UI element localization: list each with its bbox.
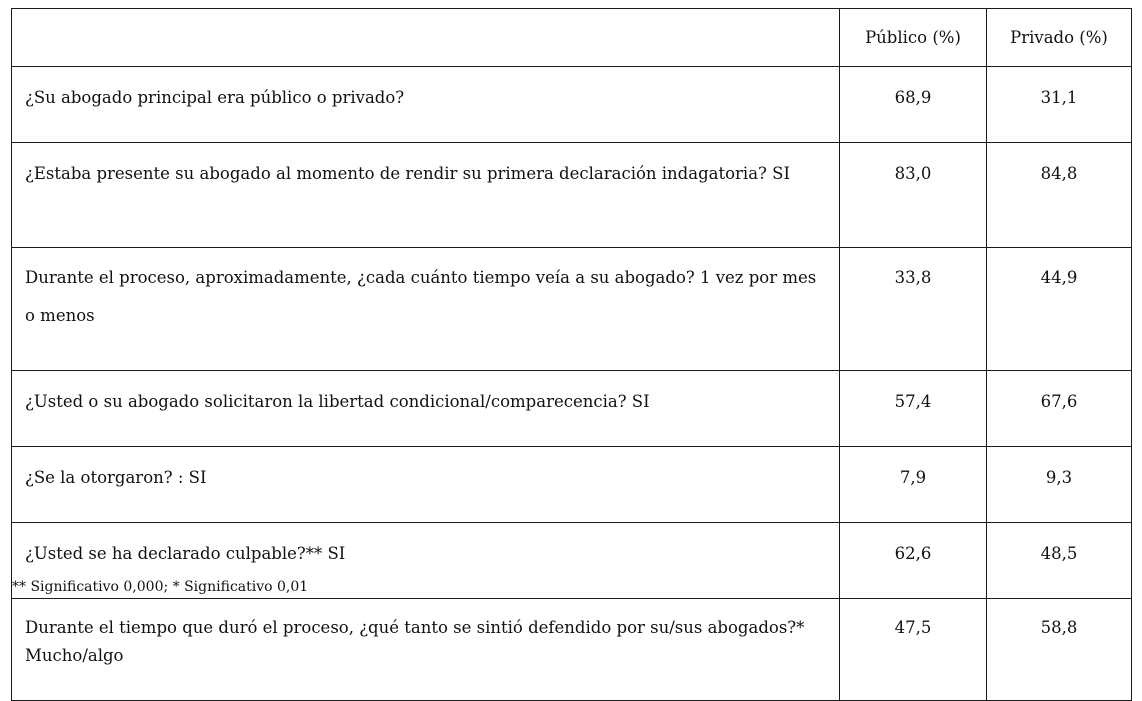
table-row (12, 599, 1132, 701)
row-value-publico: 57,4 (840, 371, 987, 447)
row-value-privado: 9,3 (987, 447, 1132, 523)
table-row (12, 248, 1132, 371)
row-value-publico: 47,5 (840, 599, 987, 701)
footnote: ** Significativo 0,000; * Significativo 0,01 (12, 579, 309, 595)
table-row (12, 447, 1132, 523)
row-value-privado: 58,8 (987, 599, 1132, 701)
row-value-privado: 67,6 (987, 371, 1132, 447)
row-question: Durante el tiempo que duró el proceso, ¿qué tanto se sintió defendido por su/sus abogados?* Mucho/algo (12, 599, 840, 701)
row-question: ¿Su abogado principal era público o privado? (12, 67, 840, 143)
row-value-publico: 7,9 (840, 447, 987, 523)
header-publico: Público (%) (840, 9, 987, 67)
row-value-privado: 44,9 (987, 248, 1132, 371)
row-question: ¿Estaba presente su abogado al momento de rendir su primera declaración indagatoria? SI (12, 143, 840, 248)
row-question: ¿Usted o su abogado solicitaron la libertad condicional/comparecencia? SI (12, 371, 840, 447)
table-row (12, 143, 1132, 248)
row-value-privado: 84,8 (987, 143, 1132, 248)
header-privado: Privado (%) (987, 9, 1132, 67)
row-value-publico: 68,9 (840, 67, 987, 143)
row-value-publico: 33,8 (840, 248, 987, 371)
row-value-publico: 83,0 (840, 143, 987, 248)
results-table (11, 8, 1132, 701)
row-value-privado: 31,1 (987, 67, 1132, 143)
row-value-privado: 48,5 (987, 523, 1132, 599)
header-question-cell (12, 9, 840, 67)
table-header-row (12, 9, 1132, 67)
row-question: Durante el proceso, aproximadamente, ¿cada cuánto tiempo veía a su abogado? 1 vez por mes o menos (12, 248, 840, 371)
row-question: ¿Se la otorgaron? : SI (12, 447, 840, 523)
table-row (12, 67, 1132, 143)
table-row (12, 371, 1132, 447)
row-question: ¿Usted se ha declarado culpable?** SI (12, 523, 840, 599)
row-value-publico: 62,6 (840, 523, 987, 599)
